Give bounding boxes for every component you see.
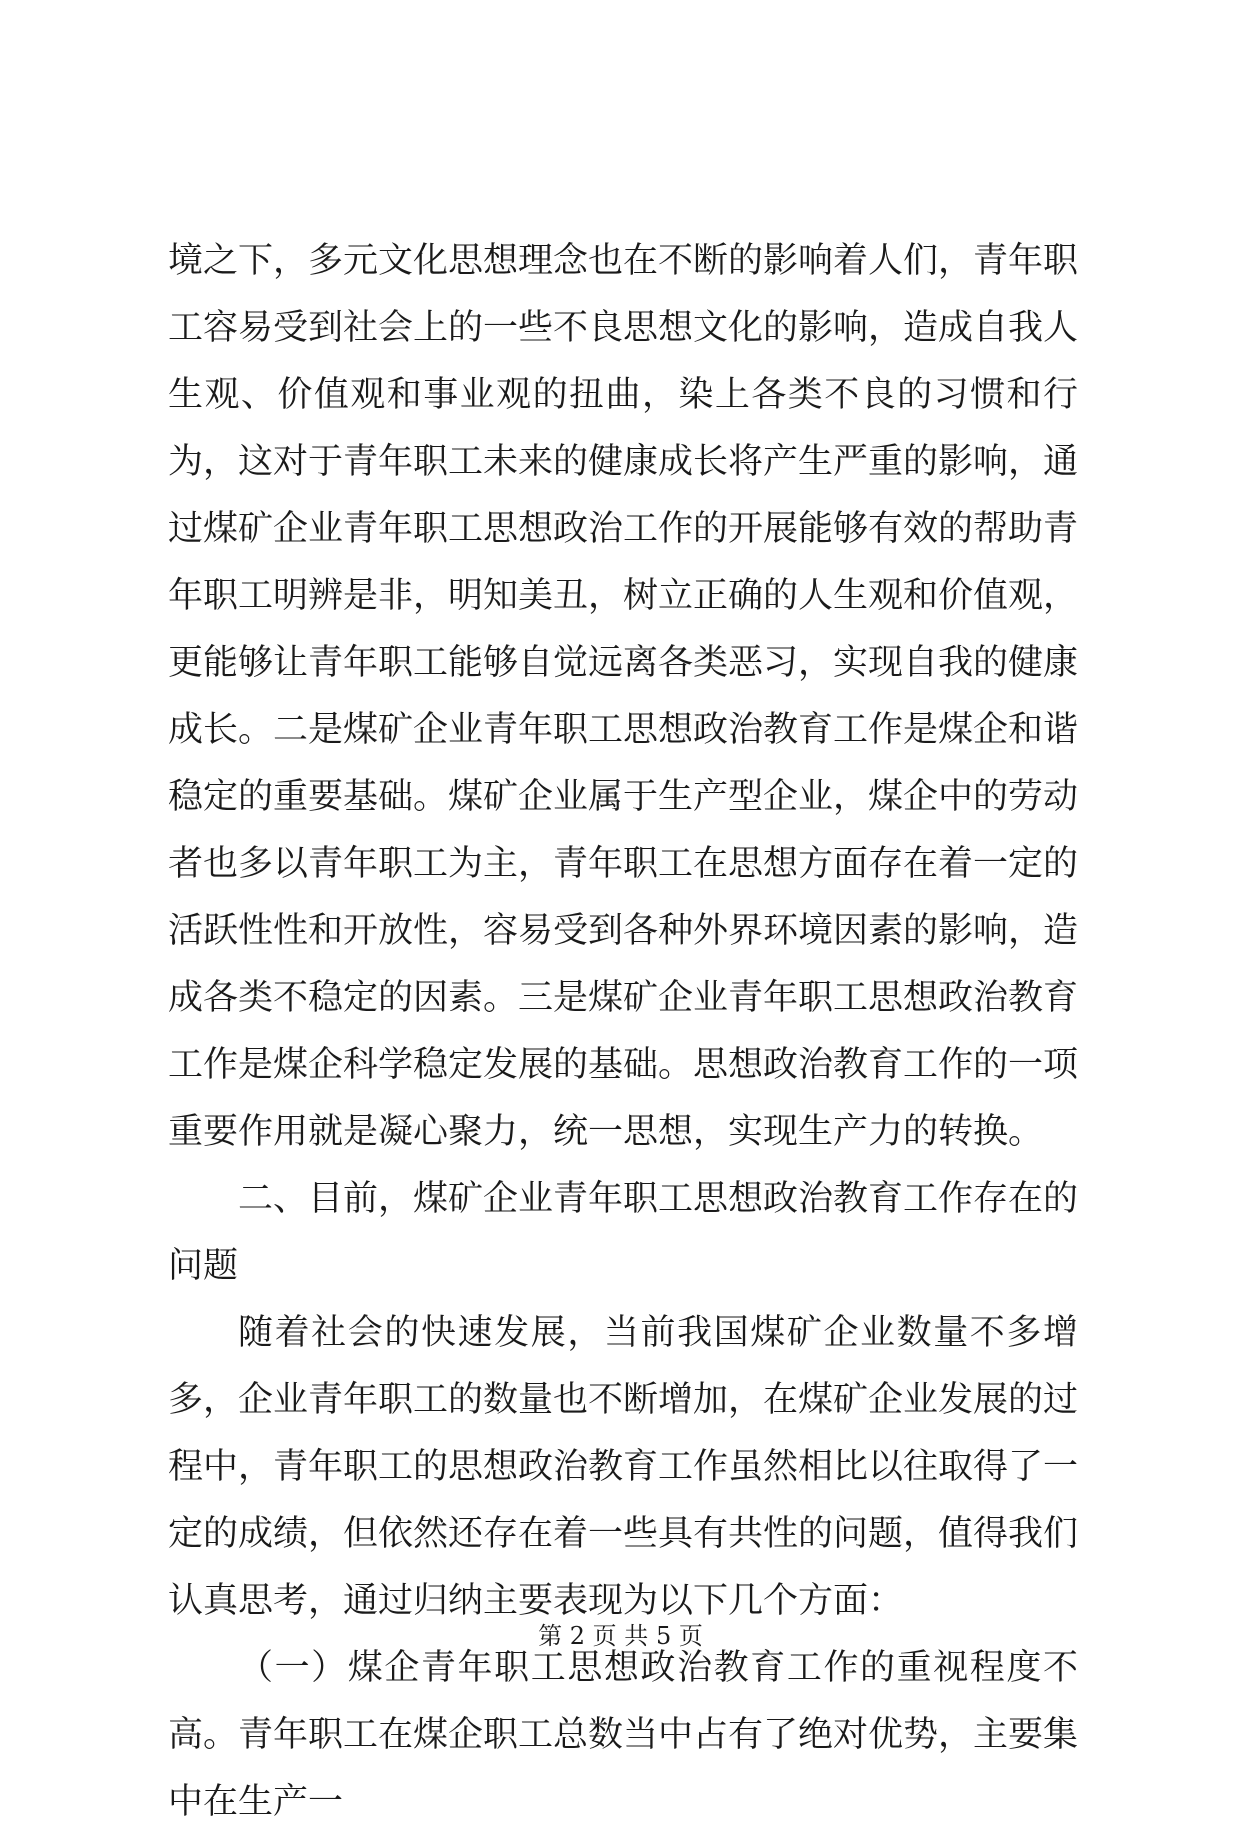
page-number-footer: 第 2 页 共 5 页: [538, 1622, 703, 1650]
body-paragraph-3: （一）煤企青年职工思想政治教育工作的重视程度不高。青年职工在煤企职工总数当中占有了绝对优势，主要集中在生产一: [168, 1648, 1079, 1822]
document-body: [168, 228, 1078, 1836]
body-paragraph-2: 随着社会的快速发展，当前我国煤矿企业数量不多增多，企业青年职工的数量也不断增加，在煤矿企业发展的过程中，青年职工的思想政治教育工作虽然相比以往取得了一定的成绩，但依然还存在着一些具有共性的问题，值得我们认真思考，通过归纳主要表现为以下几个方面：: [168, 1313, 1079, 1621]
body-paragraph-1: 境之下，多元文化思想理念也在不断的影响着人们，青年职工容易受到社会上的一些不良思想文化的影响，造成自我人生观、价值观和事业观的扭曲，染上各类不良的习惯和行为，这对于青年职工未来的健康成长将产生严重的影响，通过煤矿企业青年职工思想政治工作的开展能够有效的帮助青年职工明辨是非，明知美丑，树立正确的人生观和价值观，更能够让青年职工能够自觉远离各类恶习，实现自我的健康成长。二是煤矿企业青年职工思想政治教育工作是煤企和谐稳定的重要基础。煤矿企业属于生产型企业，煤企中的劳动者也多以青年职工为主，青年职工在思想方面存在着一定的活跃性性和开放性，容易受到各种外界环境因素的影响，造成各类不稳定的因素。三是煤矿企业青年职工思想政治教育工作是煤企科学稳定发展的基础。思想政治教育工作的一项重要作用就是凝心聚力，统一思想，实现生产力的转换。: [168, 241, 1079, 1152]
section-heading: 二、目前，煤矿企业青年职工思想政治教育工作存在的问题: [168, 1179, 1079, 1286]
